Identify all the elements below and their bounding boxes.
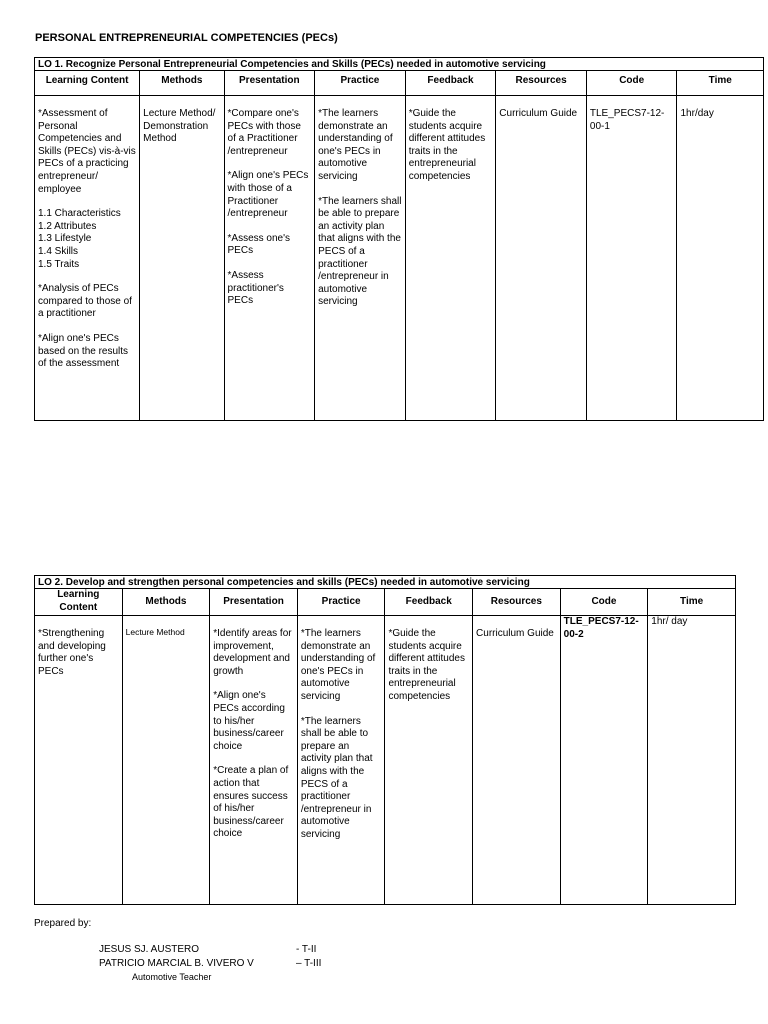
code-cell: TLE_PECS7-12-00-2	[560, 616, 648, 905]
column-header: Presentation	[224, 71, 315, 96]
learning-content-item: *Align one's PECs based on the results of the assessment	[38, 332, 129, 370]
presentation-cell	[224, 96, 315, 421]
signatory-title: – T-III	[296, 958, 322, 969]
practice-item: *The learners shall be able to prepare an activity plan that aligns with the PECS of a practitioner /entrepreneur in automotive servicing	[300, 715, 373, 840]
column-header: Feedback	[405, 71, 496, 96]
column-header: Methods	[140, 71, 224, 96]
feedback-cell: *Guide the students acquire different attitudes traits in the entrepreneurial competencies	[385, 616, 473, 905]
lo2-title: LO 2. Develop and strengthen personal competencies and skills (PECs) needed in automotive servicing	[35, 576, 736, 589]
column-header: Learning Content	[35, 589, 123, 616]
lo1-title-row	[35, 58, 764, 71]
column-header: Presentation	[210, 589, 298, 616]
column-header: Learning Content	[35, 71, 140, 96]
presentation-item: *Align one's PECs according to his/her business/career choice	[213, 690, 285, 752]
methods-cell: Lecture Method/ Demonstration Method	[140, 96, 224, 421]
practice-item: *The learners demonstrate an understanding of one's PECs in automotive servicing	[300, 628, 376, 702]
lo2-title-row	[35, 576, 736, 589]
practice-cell	[315, 96, 406, 421]
lo2-table	[34, 575, 736, 905]
column-header: Practice	[315, 71, 406, 96]
resources-cell: Curriculum Guide	[496, 96, 587, 421]
column-header: Practice	[297, 589, 385, 616]
column-header: Methods	[122, 589, 210, 616]
presentation-item: *Align one's PECs with those of a Practitioner /entrepreneur	[227, 170, 309, 220]
practice-item: *The learners shall be able to prepare an activity plan that aligns with the PECS of a practitioner /entrepreneur in automotive servicing	[318, 195, 402, 308]
time-cell: 1hr/day	[677, 96, 764, 421]
column-header: Resources	[496, 71, 587, 96]
prepared-by-label: Prepared by:	[34, 918, 92, 929]
presentation-item: *Identify areas for improvement, development and growth	[213, 628, 292, 677]
presentation-item: *Assess one's PECs	[227, 232, 291, 257]
practice-cell	[297, 616, 385, 905]
column-header: Code	[586, 71, 677, 96]
presentation-cell	[210, 616, 298, 905]
signatory-name: JESUS SJ. AUSTERO	[99, 944, 200, 955]
practice-item: *The learners demonstrate an understanding of one's PECs in automotive servicing	[318, 108, 393, 182]
presentation-item: *Create a plan of action that ensures success of his/her business/career choice	[213, 765, 289, 840]
code-cell: TLE_PECS7-12-00-1	[586, 96, 677, 421]
signatory-name: PATRICIO MARCIAL B. VIVERO V	[99, 958, 254, 969]
column-header: Feedback	[385, 589, 473, 616]
column-header: Time	[677, 71, 764, 96]
learning-content-item: *Analysis of PECs compared to those of a practitioner	[38, 283, 132, 320]
document-title: PERSONAL ENTREPRENEURIAL COMPETENCIES (PECs)	[35, 32, 338, 44]
signatory-role: Automotive Teacher	[132, 972, 212, 982]
column-header: Resources	[473, 589, 561, 616]
presentation-item: *Assess practitioner's PECs	[227, 269, 284, 307]
signatory-title: - T-II	[296, 944, 317, 955]
lo1-title: LO 1. Recognize Personal Entrepreneurial Competencies and Skills (PECs) needed in automotive servicing	[35, 58, 764, 71]
column-header: Code	[560, 589, 648, 616]
column-header: Time	[648, 589, 736, 616]
time-cell: 1hr/ day	[648, 616, 736, 905]
learning-content-cell	[35, 96, 140, 421]
resources-cell: Curriculum Guide	[473, 616, 561, 905]
lo2-body-row	[35, 616, 736, 905]
feedback-cell: *Guide the students acquire different attitudes traits in the entrepreneurial competencies	[405, 96, 496, 421]
presentation-item: *Compare one's PECs with those of a Practitioner /entrepreneur	[227, 108, 301, 157]
methods-cell: Lecture Method	[122, 616, 210, 905]
lo1-body-row	[35, 96, 764, 421]
lo1-header-row	[35, 71, 764, 96]
learning-content-item: *Assessment of Personal Competencies and Skills (PECs) vis-à-vis PECs of a practicing entrepreneur/ employee	[38, 108, 136, 195]
learning-content-cell: *Strengthening and developing further one's PECs	[35, 616, 123, 905]
learning-content-item: 1.1 Characteristics 1.2 Attributes 1.3 Lifestyle 1.4 Skills 1.5 Traits	[38, 208, 121, 270]
lo2-header-row	[35, 589, 736, 616]
lo1-table	[34, 57, 764, 421]
